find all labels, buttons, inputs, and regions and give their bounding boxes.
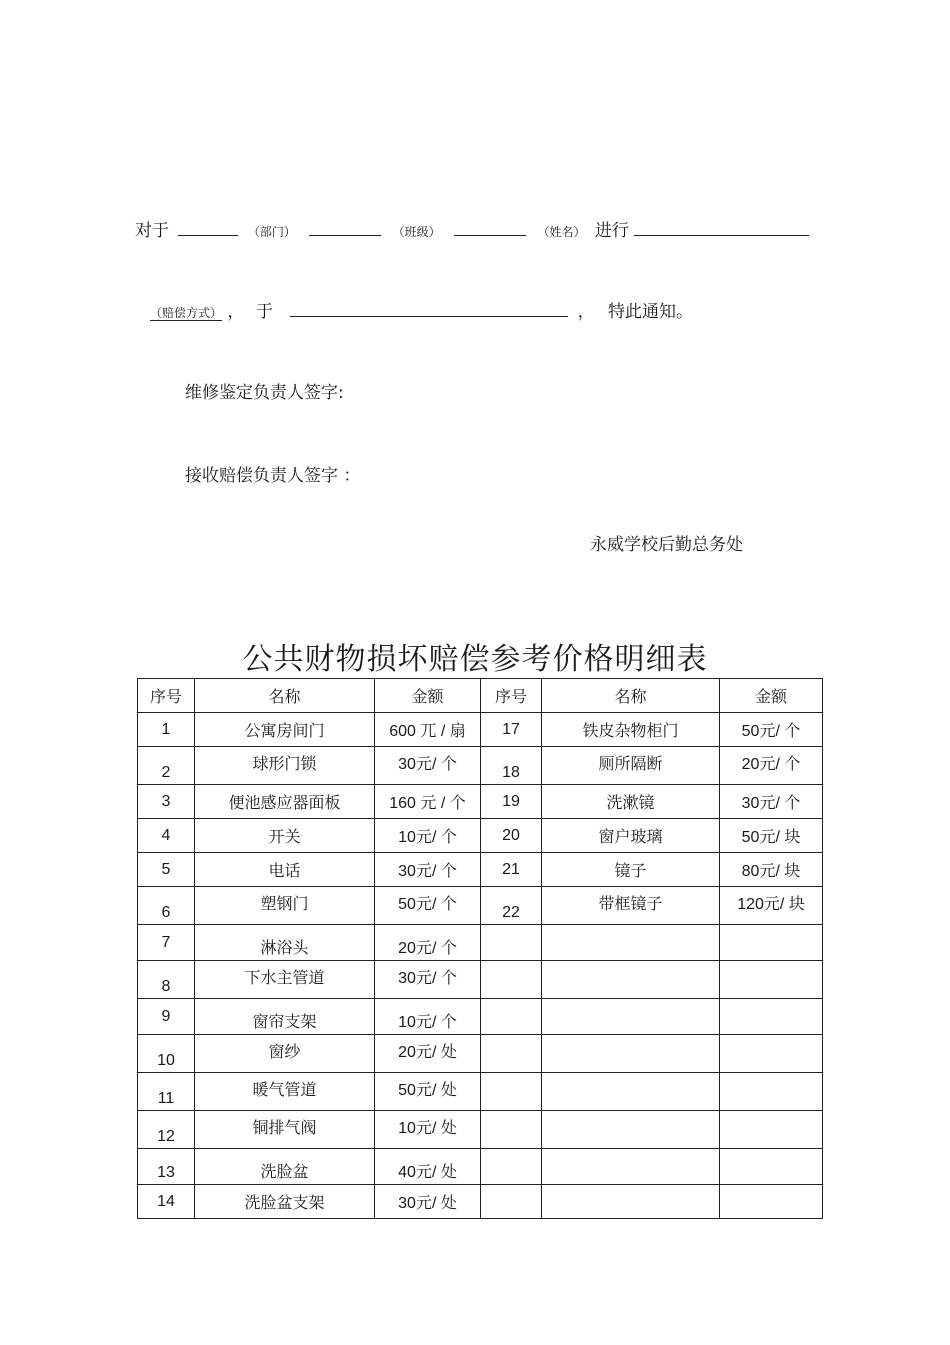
- cell-index: [481, 961, 542, 999]
- table-row: [138, 1035, 823, 1073]
- cell-name: [542, 925, 720, 961]
- cell-amount: [720, 1149, 823, 1185]
- notice-comma-1: ，: [227, 302, 245, 322]
- notice-line-2: [150, 297, 693, 322]
- cell-name: 电话: [195, 853, 375, 887]
- header-name-2: 名称: [542, 679, 720, 713]
- table-row: [138, 747, 823, 785]
- cell-index: [481, 1149, 542, 1185]
- cell-name: 开关: [195, 819, 375, 853]
- table-row: [138, 819, 823, 853]
- cell-amount: 120元/ 块: [720, 887, 823, 925]
- table-row: [138, 1149, 823, 1185]
- notice-at: 于: [255, 302, 273, 322]
- cell-index: 6: [138, 887, 195, 925]
- dept-label: （部门）: [247, 225, 296, 239]
- cell-index: 4: [138, 819, 195, 853]
- cell-name: [542, 999, 720, 1035]
- cell-name: 便池感应器面板: [195, 785, 375, 819]
- notice-closing: 特此通知。: [608, 302, 694, 322]
- class-blank: [309, 219, 381, 236]
- cell-name: 洗漱镜: [542, 785, 720, 819]
- cell-name: 淋浴头: [195, 925, 375, 961]
- cell-amount: 10元/ 个: [375, 999, 481, 1035]
- cell-index: 10: [138, 1035, 195, 1073]
- cell-amount: 80元/ 块: [720, 853, 823, 887]
- cell-index: [481, 1185, 542, 1219]
- cell-index: [481, 999, 542, 1035]
- table-header-row: [138, 679, 823, 713]
- table-row: [138, 1073, 823, 1111]
- cell-amount: 20元/ 个: [375, 925, 481, 961]
- cell-index: 22: [481, 887, 542, 925]
- repair-signature-label: 维修鉴定负责人签字:: [185, 383, 344, 403]
- cell-name: 公寓房间门: [195, 713, 375, 747]
- cell-name: 镜子: [542, 853, 720, 887]
- cell-index: 13: [138, 1149, 195, 1185]
- cell-amount: 30元/ 个: [375, 853, 481, 887]
- cell-amount: 30元/ 个: [720, 785, 823, 819]
- action-blank: [634, 219, 809, 236]
- cell-index: [481, 1073, 542, 1111]
- cell-name: 窗纱: [195, 1035, 375, 1073]
- cell-name: 窗帘支架: [195, 999, 375, 1035]
- cell-index: 1: [138, 713, 195, 747]
- cell-amount: [720, 925, 823, 961]
- cell-name: 铜排气阀: [195, 1111, 375, 1149]
- cell-index: 18: [481, 747, 542, 785]
- cell-name: 厕所隔断: [542, 747, 720, 785]
- header-index-2: 序号: [481, 679, 542, 713]
- cell-amount: 10元/ 个: [375, 819, 481, 853]
- cell-amount: 30元/ 个: [375, 961, 481, 999]
- table-row: [138, 1111, 823, 1149]
- cell-name: 窗户玻璃: [542, 819, 720, 853]
- cell-index: 7: [138, 925, 195, 961]
- cell-amount: 50元/ 处: [375, 1073, 481, 1111]
- cell-amount: 50元/ 个: [720, 713, 823, 747]
- table-row: [138, 785, 823, 819]
- cell-index: [481, 1111, 542, 1149]
- cell-amount: 50元/ 个: [375, 887, 481, 925]
- date-blank: [290, 300, 568, 317]
- cell-name: 洗脸盆: [195, 1149, 375, 1185]
- cell-name: 球形门锁: [195, 747, 375, 785]
- header-index-1: 序号: [138, 679, 195, 713]
- method-label: （赔偿方式）: [150, 306, 223, 320]
- cell-amount: [720, 1185, 823, 1219]
- table-row: [138, 713, 823, 747]
- dept-blank: [178, 219, 238, 236]
- cell-amount: 30元/ 处: [375, 1185, 481, 1219]
- cell-name: [542, 1111, 720, 1149]
- notice-line-1: [135, 216, 809, 241]
- cell-amount: 50元/ 块: [720, 819, 823, 853]
- cell-name: [542, 1073, 720, 1111]
- class-label: （班级）: [392, 225, 441, 239]
- cell-amount: [720, 1035, 823, 1073]
- header-amount-1: 金额: [375, 679, 481, 713]
- cell-amount: [720, 1073, 823, 1111]
- cell-index: [481, 925, 542, 961]
- table-row: [138, 1185, 823, 1219]
- notice-action: 进行: [594, 221, 629, 241]
- cell-index: 3: [138, 785, 195, 819]
- cell-name: 暖气管道: [195, 1073, 375, 1111]
- cell-index: 19: [481, 785, 542, 819]
- cell-index: 5: [138, 853, 195, 887]
- cell-name: 塑钢门: [195, 887, 375, 925]
- cell-name: [542, 1185, 720, 1219]
- cell-amount: [720, 961, 823, 999]
- cell-name: [542, 1149, 720, 1185]
- cell-name: 铁皮杂物柜门: [542, 713, 720, 747]
- cell-name: [542, 1035, 720, 1073]
- header-name-1: 名称: [195, 679, 375, 713]
- cell-index: 20: [481, 819, 542, 853]
- cell-index: 2: [138, 747, 195, 785]
- cell-index: 8: [138, 961, 195, 999]
- cell-name: 带框镜子: [542, 887, 720, 925]
- cell-index: 21: [481, 853, 542, 887]
- cell-index: [481, 1035, 542, 1073]
- cell-name: 下水主管道: [195, 961, 375, 999]
- cell-amount: 20元/ 个: [720, 747, 823, 785]
- header-amount-2: 金额: [720, 679, 823, 713]
- cell-name: [542, 961, 720, 999]
- cell-name: 洗脸盆支架: [195, 1185, 375, 1219]
- cell-index: 12: [138, 1111, 195, 1149]
- cell-amount: 20元/ 处: [375, 1035, 481, 1073]
- name-blank: [454, 219, 526, 236]
- price-table: [137, 678, 823, 1219]
- table-row: [138, 887, 823, 925]
- cell-amount: [720, 1111, 823, 1149]
- organization-name: 永威学校后勤总务处: [590, 535, 743, 555]
- cell-index: 17: [481, 713, 542, 747]
- table-title: 公共财物损坏赔偿参考价格明细表: [242, 642, 708, 677]
- table-row: [138, 853, 823, 887]
- cell-index: 14: [138, 1185, 195, 1219]
- cell-index: 11: [138, 1073, 195, 1111]
- cell-amount: 600 兀 / 扇: [375, 713, 481, 747]
- cell-amount: 10元/ 处: [375, 1111, 481, 1149]
- table-row: [138, 999, 823, 1035]
- notice-prefix: 对于: [135, 221, 169, 241]
- cell-amount: 30元/ 个: [375, 747, 481, 785]
- table-row: [138, 961, 823, 999]
- notice-comma-2: ，: [577, 302, 595, 322]
- name-label: （姓名）: [537, 225, 586, 239]
- price-table-container: [137, 678, 822, 1212]
- table-row: [138, 925, 823, 961]
- cell-amount: [720, 999, 823, 1035]
- cell-amount: 40元/ 处: [375, 1149, 481, 1185]
- receive-signature-label: 接收赔偿负责人签字 ：: [185, 466, 361, 486]
- cell-amount: 160 元 / 个: [375, 785, 481, 819]
- cell-index: 9: [138, 999, 195, 1035]
